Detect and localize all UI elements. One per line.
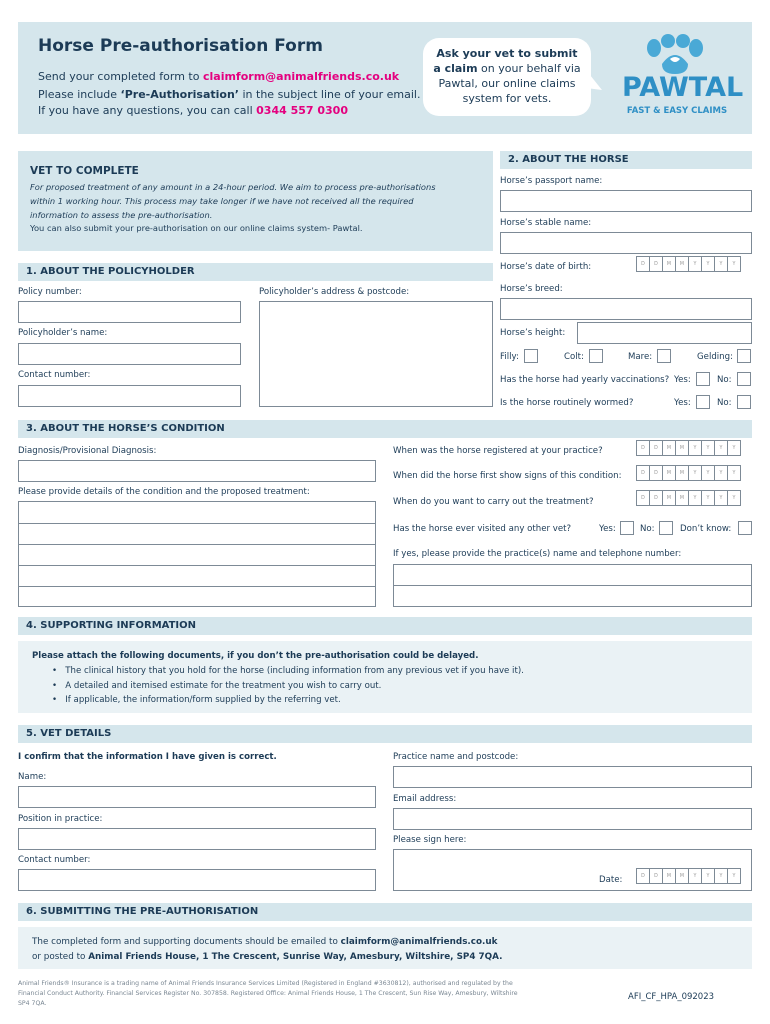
bubble-text xyxy=(423,46,591,106)
header-email-link[interactable]: claimform@animalfriends.co.uk xyxy=(202,70,400,83)
vaccinations-yes-label: Yes: xyxy=(674,375,691,385)
breed-field[interactable] xyxy=(500,298,752,320)
date-digit[interactable]: Y xyxy=(727,465,741,481)
vet-pawtal-note: You can also submit your pre-authorisation on our online claims system- Pawtal. xyxy=(30,223,363,233)
date-digit[interactable]: Y xyxy=(701,465,715,481)
date-digit[interactable]: Y xyxy=(727,256,741,272)
stable-name-field[interactable] xyxy=(500,232,752,254)
date-digit[interactable]: M xyxy=(675,868,689,884)
date-of-birth-field[interactable] xyxy=(637,256,741,272)
other-vet-dont-know-checkbox[interactable] xyxy=(738,521,752,535)
treatment-date-field[interactable] xyxy=(637,490,741,506)
date-digit[interactable]: D xyxy=(636,490,650,506)
submission-line-1 xyxy=(32,937,498,947)
date-of-birth-label: Horse’s date of birth: xyxy=(500,262,592,272)
bubble-line-2: on your behalf via xyxy=(477,62,581,75)
vet-italic-2: within 1 working hour. This process may take longer if we have not received all the required xyxy=(30,196,414,206)
wormed-yes-label: Yes: xyxy=(674,398,691,408)
header-phone-link[interactable]: 0344 557 0300 xyxy=(256,104,348,117)
date-digit[interactable]: D xyxy=(649,256,663,272)
vet-italic-1: For proposed treatment of any amount in a 24-hour period. We aim to process pre-authorisations xyxy=(30,182,436,192)
date-digit[interactable]: Y xyxy=(727,490,741,506)
gelding-checkbox[interactable] xyxy=(737,349,751,363)
date-digit[interactable]: Y xyxy=(727,440,741,456)
policyholder-address-label: Policyholder’s address & postcode: xyxy=(259,287,410,297)
diagnosis-field[interactable] xyxy=(18,460,376,482)
other-vet-no-checkbox[interactable] xyxy=(659,521,673,535)
section-1-header: 1. ABOUT THE POLICYHOLDER xyxy=(18,263,493,281)
date-digit[interactable]: M xyxy=(662,256,676,272)
header-line-1-text: Send your completed form to xyxy=(38,70,203,83)
contact-number-label: Contact number: xyxy=(18,370,91,380)
submission-line-1-text: The completed form and supporting documents should be emailed to xyxy=(32,937,341,947)
date-digit[interactable]: D xyxy=(636,465,650,481)
header-line-2-bold: ‘Pre-Authorisation’ xyxy=(120,88,239,101)
condition-details-line xyxy=(18,544,376,545)
wormed-no-label: No: xyxy=(717,398,732,408)
registered-date-field[interactable] xyxy=(637,440,741,456)
date-digit[interactable]: D xyxy=(649,490,663,506)
condition-details-line xyxy=(18,586,376,587)
policy-number-field[interactable] xyxy=(18,301,241,323)
confirm-statement: I confirm that the information I have given is correct. xyxy=(18,752,277,762)
passport-name-label: Horse’s passport name: xyxy=(500,176,603,186)
condition-details-field[interactable] xyxy=(18,501,376,607)
date-digit[interactable]: M xyxy=(662,465,676,481)
policyholder-address-field[interactable] xyxy=(259,301,493,407)
page-title: Horse Pre-authorisation Form xyxy=(38,36,323,56)
header-line-3-text: If you have any questions, you can call xyxy=(38,104,257,117)
other-vet-no-label: No: xyxy=(640,524,655,534)
pawtal-logo-text: PAWTAL xyxy=(622,72,744,103)
date-digit[interactable]: Y xyxy=(714,440,728,456)
header-line-2 xyxy=(38,88,420,101)
condition-details-line xyxy=(18,523,376,524)
mare-checkbox[interactable] xyxy=(657,349,671,363)
footer-legal-2: Financial Conduct Authority. Financial Services Register No. 307858. Registered Office: Animal Friends House, 1 The Crescent, Sun Rise Way, Amesbury, Wiltshire xyxy=(18,990,518,997)
colt-checkbox[interactable] xyxy=(589,349,603,363)
date-digit[interactable]: D xyxy=(636,868,650,884)
submission-line-2 xyxy=(32,952,502,962)
vet-position-field[interactable] xyxy=(18,828,376,850)
treatment-date-label: When do you want to carry out the treatment? xyxy=(393,497,594,507)
other-vet-dont-know-label: Don’t know: xyxy=(680,524,732,534)
date-digit[interactable]: D xyxy=(636,256,650,272)
submission-panel xyxy=(18,927,752,969)
vet-name-field[interactable] xyxy=(18,786,376,808)
first-signs-label: When did the horse first show signs of this condition: xyxy=(393,471,622,481)
date-digit[interactable]: Y xyxy=(701,490,715,506)
vet-contact-label: Contact number: xyxy=(18,855,91,865)
practice-name-field[interactable] xyxy=(393,766,752,788)
date-digit[interactable]: M xyxy=(662,440,676,456)
date-digit[interactable]: Y xyxy=(714,868,728,884)
policyholder-name-label: Policyholder’s name: xyxy=(18,328,108,338)
height-field[interactable] xyxy=(577,322,752,344)
header-line-2-suffix: in the subject line of your email. xyxy=(239,88,421,101)
supporting-bullet: • If applicable, the information/form supplied by the referring vet. xyxy=(52,695,341,705)
registered-label: When was the horse registered at your practice? xyxy=(393,446,603,456)
date-digit[interactable]: M xyxy=(675,256,689,272)
sign-date-label: Date: xyxy=(599,875,623,885)
section-3-header: 3. ABOUT THE HORSE’S CONDITION xyxy=(18,420,752,438)
date-digit[interactable]: Y xyxy=(701,868,715,884)
diagnosis-label: Diagnosis/Provisional Diagnosis: xyxy=(18,446,157,456)
filly-label: Filly: xyxy=(500,352,519,362)
practice-name-label: Practice name and postcode: xyxy=(393,752,519,762)
vaccinations-no-checkbox[interactable] xyxy=(737,372,751,386)
date-digit[interactable]: M xyxy=(662,490,676,506)
signature-label: Please sign here: xyxy=(393,835,467,845)
date-digit[interactable]: Y xyxy=(701,440,715,456)
date-digit[interactable]: M xyxy=(662,868,676,884)
date-digit[interactable]: Y xyxy=(714,465,728,481)
header-line-2-text: Please include xyxy=(38,88,121,101)
date-digit[interactable]: D xyxy=(649,868,663,884)
filly-checkbox[interactable] xyxy=(524,349,538,363)
supporting-bullet-text: A detailed and itemised estimate for the treatment you wish to carry out. xyxy=(65,681,382,691)
vet-italic-3: information to assess the pre-authorisation. xyxy=(30,210,213,220)
date-digit[interactable]: Y xyxy=(688,465,702,481)
bubble-line-3: Pawtal, our online claims xyxy=(438,77,576,90)
paw-icon xyxy=(640,34,706,76)
submission-line-2-text: or posted to xyxy=(32,952,89,962)
condition-details-label: Please provide details of the condition and the proposed treatment: xyxy=(18,487,310,497)
section-5-header: 5. VET DETAILS xyxy=(18,725,752,743)
wormed-yes-checkbox[interactable] xyxy=(696,395,710,409)
gelding-label: Gelding: xyxy=(697,352,733,362)
bubble-line-2-bold: a claim xyxy=(433,62,478,75)
condition-details-line xyxy=(18,565,376,566)
other-vet-yes-label: Yes: xyxy=(599,524,616,534)
date-digit[interactable]: M xyxy=(675,465,689,481)
date-digit[interactable]: Y xyxy=(714,490,728,506)
sign-date-field[interactable] xyxy=(637,868,741,884)
form-code: AFI_CF_HPA_092023 xyxy=(628,992,715,1002)
supporting-bullet-text: If applicable, the information/form supplied by the referring vet. xyxy=(65,695,341,705)
policyholder-name-field[interactable] xyxy=(18,343,241,365)
footer-legal-1: Animal Friends® Insurance is a trading name of Animal Friends Insurance Services Limited (Registered in England #3630812), authorised and regulated by the xyxy=(18,980,513,987)
contact-number-field[interactable] xyxy=(18,385,241,407)
date-digit[interactable]: D xyxy=(649,440,663,456)
first-signs-date-field[interactable] xyxy=(637,465,741,481)
pawtal-tagline: FAST & EASY CLAIMS xyxy=(626,106,728,116)
date-digit[interactable]: Y xyxy=(727,868,741,884)
date-digit[interactable]: Y xyxy=(688,868,702,884)
section-6-header: 6. SUBMITTING THE PRE-AUTHORISATION xyxy=(18,903,752,921)
supporting-bullet: • The clinical history that you hold for the horse (including information from any previous vet if you have it). xyxy=(52,666,524,676)
vet-email-label: Email address: xyxy=(393,794,457,804)
vet-contact-field[interactable] xyxy=(18,869,376,891)
header-line-3 xyxy=(38,104,348,117)
date-digit[interactable]: Y xyxy=(688,490,702,506)
passport-name-field[interactable] xyxy=(500,190,752,212)
other-vet-yes-checkbox[interactable] xyxy=(620,521,634,535)
other-practice-line xyxy=(393,585,752,586)
date-digit[interactable]: D xyxy=(649,465,663,481)
wormed-label: Is the horse routinely wormed? xyxy=(500,398,634,408)
mare-label: Mare: xyxy=(628,352,653,362)
date-digit[interactable]: M xyxy=(675,490,689,506)
stable-name-label: Horse’s stable name: xyxy=(500,218,592,228)
vaccinations-yes-checkbox[interactable] xyxy=(696,372,710,386)
policy-number-label: Policy number: xyxy=(18,287,82,297)
section-4-header: 4. SUPPORTING INFORMATION xyxy=(18,617,752,635)
supporting-bullet-text: The clinical history that you hold for the horse (including information from any previous vet if you have it). xyxy=(65,666,524,676)
other-practice-label: If yes, please provide the practice(s) name and telephone number: xyxy=(393,549,682,559)
other-vet-label: Has the horse ever visited any other vet? xyxy=(393,524,572,534)
breed-label: Horse’s breed: xyxy=(500,284,563,294)
submission-address: Animal Friends House, 1 The Crescent, Sunrise Way, Amesbury, Wiltshire, SP4 7QA. xyxy=(88,952,503,962)
section-2-header: 2. ABOUT THE HORSE xyxy=(500,151,752,169)
vet-name-label: Name: xyxy=(18,772,47,782)
date-digit[interactable]: Y xyxy=(688,256,702,272)
colt-label: Colt: xyxy=(564,352,584,362)
vet-email-field[interactable] xyxy=(393,808,752,830)
vet-to-complete-title: VET TO COMPLETE xyxy=(30,165,139,177)
supporting-bullet: • A detailed and itemised estimate for the treatment you wish to carry out. xyxy=(52,681,382,691)
header-line-1 xyxy=(38,70,399,83)
height-label: Horse’s height: xyxy=(500,328,566,338)
wormed-no-checkbox[interactable] xyxy=(737,395,751,409)
footer-legal-3: SP4 7QA. xyxy=(18,1000,47,1007)
date-digit[interactable]: Y xyxy=(714,256,728,272)
date-digit[interactable]: Y xyxy=(688,440,702,456)
submission-email[interactable]: claimform@animalfriends.co.uk xyxy=(340,937,498,947)
date-digit[interactable]: M xyxy=(675,440,689,456)
date-digit[interactable]: Y xyxy=(701,256,715,272)
supporting-info-intro: Please attach the following documents, if you don’t the pre-authorisation could be delayed. xyxy=(32,651,479,661)
bubble-line-4: system for vets. xyxy=(462,92,552,105)
vaccinations-no-label: No: xyxy=(717,375,732,385)
bubble-line-1: Ask your vet to submit xyxy=(436,47,578,60)
vet-position-label: Position in practice: xyxy=(18,814,103,824)
date-digit[interactable]: D xyxy=(636,440,650,456)
vaccinations-label: Has the horse had yearly vaccinations? xyxy=(500,375,670,385)
